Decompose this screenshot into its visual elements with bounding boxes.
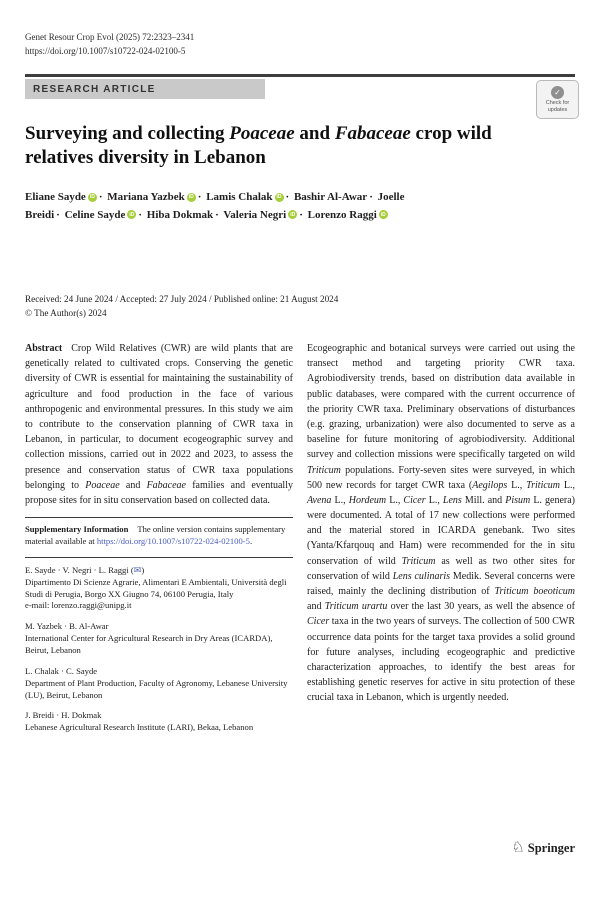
- page-title: Surveying and collecting Poaceae and Fabaceae crop wild relatives diversity in Lebanon: [25, 123, 492, 169]
- article-history: [25, 292, 575, 321]
- author-list: [25, 189, 427, 225]
- right-column: [307, 341, 575, 734]
- author-name: Celine Sayde: [64, 208, 126, 221]
- affiliation-line: J. Breidi · H. Dokmak: [25, 710, 102, 721]
- orcid-icon[interactable]: iD: [188, 194, 194, 200]
- abstract-left: Abstract Crop Wild Relatives (CWR) are wild plants that are genetically related to cultivated crops. Conserving the genetic diversity of CWR is essential for maintaining the sustainability of agriculture and food production in the face of various anthropogenic and environmental pressures. In this study we aim to contribute to the conservation planning of CWR taxa in Lebanon, in particular, to document ecogeographic survey and collection missions, carried out in 2022 and 2023, to assess the presence and conservation status of CWR taxa populations belonging to Poaceae and Fabaceae families and eventually propose sites for in situ conservation based on collected data.: [25, 343, 293, 506]
- author-name: Valeria Negri: [223, 208, 287, 221]
- journal-header: [25, 31, 194, 59]
- copyright-line: © The Author(s) 2024: [25, 308, 107, 319]
- author-name: Hiba Dokmak: [146, 208, 214, 221]
- article-type-label: RESEARCH ARTICLE: [33, 83, 156, 95]
- author: Bashir Al-Awar ·: [293, 191, 373, 203]
- two-column-body: [25, 341, 575, 734]
- author: Celine Sayde iD ·: [64, 208, 143, 221]
- envelope-icon: ✉: [133, 564, 142, 575]
- affiliation-line: Lebanese Agricultural Research Institute (LARI), Bekaa, Lebanon: [25, 722, 254, 733]
- author-name: Eliane Sayde: [25, 191, 86, 203]
- author: Valeria Negri iD ·: [223, 208, 303, 221]
- journal-citation: Genet Resour Crop Evol (2025) 72:2323–2341: [25, 32, 195, 42]
- left-column: [25, 341, 293, 734]
- affiliation-line: E. Sayde · V. Negri · L. Raggi (✉): [25, 564, 145, 575]
- author: Hiba Dokmak ·: [146, 208, 219, 221]
- affiliation-line: International Center for Agricultural Research in Dry Areas (ICARDA), Beirut, Lebanon: [25, 633, 273, 655]
- orcid-icon[interactable]: iD: [380, 211, 386, 218]
- footnote-rule: [25, 557, 293, 558]
- affiliation-block: [25, 666, 293, 702]
- author-name: Lamis Chalak: [206, 191, 273, 203]
- author: Joelle Breidi ·: [25, 191, 405, 221]
- header-rule: [25, 74, 575, 77]
- author: Eliane Sayde iD ·: [25, 191, 103, 203]
- affiliation-block: [25, 564, 293, 612]
- affiliation-line: Department of Plant Production, Faculty of Agronomy, Lebanese University (LU), Beirut, Lebanon: [25, 677, 288, 700]
- author-name: Mariana Yazbek: [107, 191, 185, 203]
- author-name: Lorenzo Raggi: [307, 208, 377, 221]
- affiliation-block: [25, 710, 293, 734]
- doi-link[interactable]: https://doi.org/10.1007/s10722-024-02100-5: [96, 535, 250, 546]
- author-name: Joelle Breidi: [25, 191, 405, 221]
- author-name: Bashir Al-Awar: [293, 191, 368, 203]
- article-type-banner: [25, 79, 265, 99]
- received-accepted-line: Received: 24 June 2024 / Accepted: 27 July 2024 / Published online: 21 August 2024: [25, 294, 339, 304]
- affiliation-line: L. Chalak · C. Sayde: [25, 665, 98, 676]
- orcid-icon[interactable]: iD: [290, 211, 296, 218]
- check-updates-text: Check for updates: [545, 100, 570, 113]
- affiliation-line: e-mail: lorenzo.raggi@unipg.it: [25, 600, 132, 611]
- affiliation-line: Dipartimento Di Scienze Agrarie, Alimentari E Ambientali, Università degli Studi di Perugia, Borgo XX Giugno 74, 06100 Perugia, Italy: [25, 576, 287, 599]
- author: [308, 209, 388, 221]
- orcid-icon[interactable]: iD: [129, 211, 135, 218]
- springer-logo: [511, 841, 575, 856]
- affiliations: [25, 564, 293, 734]
- author: Mariana Yazbek iD ·: [107, 191, 202, 203]
- affiliation-block: [25, 621, 293, 657]
- check-updates-icon: ✓: [551, 86, 564, 99]
- doi-line: https://doi.org/10.1007/s10722-024-02100-5: [25, 45, 186, 56]
- check-for-updates-badge[interactable]: [536, 80, 579, 119]
- orcid-icon[interactable]: iD: [89, 194, 95, 200]
- springer-horse-icon: ♘: [511, 840, 525, 856]
- abstract-right: Ecogeographic and botanical surveys were carried out using the transect method and targeting priority CWR taxa. Agrobiodiversity trends, based on distribution data available in public databases, were compared with the current occurrence of the priority CWR taxa. Preliminary observations of disturbances (e.g. grazing, urbanization) were also documented to serve as a baseline for future monitoring of agrobiodiversity. Additional survey and collection missions were specifically targeted on wild Triticum populations. Forty-seven sites were surveyed, in which 500 new records for target CWR taxa (Aegilops L., Triticum L., Avena L., Hordeum L., Cicer L., Lens Mill. and Pisum L. genera) were documented. A total of 17 new collections were performed and the material stored in ICARDA genebank. Two sites (Yanta/Kfarqouq and Ham) were recommended for the in situ conservation of wild Triticum as well as two other sites for conservation of wild Lens culinaris Medik. Several concerns were raised, mainly the declining distribution of Triticum boeoticum and Triticum urartu over the last 30 years, as well the absence of Cicer taxa in the two years of surveys. The collection of 500 CWR occurrence data points for the target taxa provides a solid ground for future analyses, including ecogeographic and predictive characterization approaches, to identify the best areas for establishing genetic reserves for active in situ protection of these crucial taxa in Lebanon, which is urgently needed.: [307, 343, 576, 704]
- orcid-icon[interactable]: iD: [276, 194, 282, 200]
- author: Lamis Chalak iD ·: [206, 191, 290, 203]
- supplementary-information: Supplementary Information The online version contains supplementary material available at https://doi.org/10.1007/s10722-024-02100-5.: [25, 524, 286, 546]
- springer-wordmark: Springer: [527, 841, 575, 855]
- affiliation-line: M. Yazbek · B. Al-Awar: [25, 621, 109, 632]
- footnote-rule: [25, 517, 293, 518]
